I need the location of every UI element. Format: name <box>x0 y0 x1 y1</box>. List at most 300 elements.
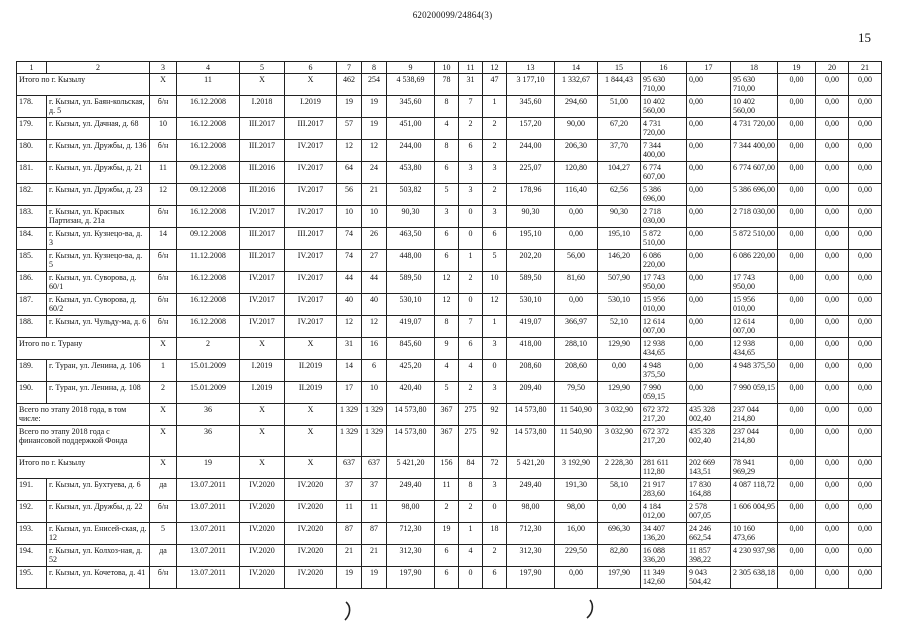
cell-col-12: 2 <box>483 118 507 140</box>
cell-col-11: 6 <box>459 338 483 360</box>
cell-col-6: IV.2020 <box>285 545 337 567</box>
cell-col-3: 12 <box>150 184 177 206</box>
cell-col-13: 345,60 <box>507 96 555 118</box>
cell-col-17: 0,00 <box>687 338 731 360</box>
cell-col-5: IV.2017 <box>240 294 285 316</box>
cell-col-15: 146,20 <box>598 250 641 272</box>
cell-col-5: III.2017 <box>240 118 285 140</box>
cell-col-10: 12 <box>435 272 459 294</box>
cell-col-15: 52,10 <box>598 316 641 338</box>
cell-col-7: 21 <box>337 545 362 567</box>
cell-col-7: 1 329 <box>337 404 362 426</box>
cell-col-8: 19 <box>362 118 387 140</box>
column-number: 10 <box>435 62 459 74</box>
cell-col-13: 197,90 <box>507 567 555 589</box>
cell-col-14: 366,97 <box>555 316 598 338</box>
cell-col-7: 10 <box>337 206 362 228</box>
cell-col-6: X <box>285 404 337 426</box>
table-row <box>17 545 882 567</box>
cell-col-7: 637 <box>337 457 362 479</box>
cell-col-21: 0,00 <box>849 250 882 272</box>
cell-col-7: 462 <box>337 74 362 96</box>
cell-col-18: 95 630 710,00 <box>731 74 778 96</box>
handwritten-mark-icon <box>585 599 597 619</box>
cell-col-15: 104,27 <box>598 162 641 184</box>
table-row <box>17 118 882 140</box>
cell-col-8: 26 <box>362 228 387 250</box>
cell-col-9: 451,00 <box>387 118 435 140</box>
cell-col-21: 0,00 <box>849 523 882 545</box>
cell-col-17: 0,00 <box>687 360 731 382</box>
cell-col-5: X <box>240 426 285 457</box>
cell-col-16: 12 938 434,65 <box>641 338 687 360</box>
cell-col-9: 312,30 <box>387 545 435 567</box>
cell-col-11: 0 <box>459 228 483 250</box>
cell-col-11: 7 <box>459 96 483 118</box>
cell-col-20: 0,00 <box>816 404 849 426</box>
cell-col-20: 0,00 <box>816 250 849 272</box>
row-number: 185. <box>17 250 47 272</box>
cell-col-5: IV.2017 <box>240 206 285 228</box>
cell-col-17: 0,00 <box>687 118 731 140</box>
cell-col-13: 209,40 <box>507 382 555 404</box>
cell-col-5: III.2017 <box>240 250 285 272</box>
cell-col-11: 4 <box>459 360 483 382</box>
cell-col-18: 15 956 010,00 <box>731 294 778 316</box>
address-cell: г. Кызыл, ул. Бухтуева, д. 6 <box>47 479 150 501</box>
cell-col-17: 24 246 662,54 <box>687 523 731 545</box>
cell-col-11: 1 <box>459 250 483 272</box>
cell-col-13: 418,00 <box>507 338 555 360</box>
cell-col-11: 8 <box>459 479 483 501</box>
cell-col-19: 0,00 <box>778 272 816 294</box>
cell-col-19: 0,00 <box>778 523 816 545</box>
column-number: 15 <box>598 62 641 74</box>
cell-col-7: 19 <box>337 96 362 118</box>
cell-col-9: 14 573,80 <box>387 426 435 457</box>
cell-col-18: 4 731 720,00 <box>731 118 778 140</box>
cell-col-17: 435 328 002,40 <box>687 404 731 426</box>
cell-col-6: IV.2017 <box>285 294 337 316</box>
cell-col-14: 11 540,90 <box>555 426 598 457</box>
cell-col-12: 1 <box>483 96 507 118</box>
cell-col-11: 4 <box>459 545 483 567</box>
cell-col-13: 14 573,80 <box>507 426 555 457</box>
cell-col-17: 0,00 <box>687 250 731 272</box>
cell-col-9: 845,60 <box>387 338 435 360</box>
cell-col-21: 0,00 <box>849 118 882 140</box>
cell-col-5: X <box>240 457 285 479</box>
cell-col-16: 4 948 375,50 <box>641 360 687 382</box>
address-cell: г. Кызыл, ул. Дачная, д. 68 <box>47 118 150 140</box>
column-number: 19 <box>778 62 816 74</box>
cell-col-14: 16,00 <box>555 523 598 545</box>
cell-col-21: 0,00 <box>849 567 882 589</box>
column-number: 14 <box>555 62 598 74</box>
cell-col-14: 191,30 <box>555 479 598 501</box>
cell-col-5: IV.2020 <box>240 501 285 523</box>
cell-col-8: 27 <box>362 250 387 272</box>
cell-col-20: 0,00 <box>816 294 849 316</box>
cell-col-11: 2 <box>459 382 483 404</box>
row-number: 194. <box>17 545 47 567</box>
cell-col-13: 202,20 <box>507 250 555 272</box>
cell-col-13: 419,07 <box>507 316 555 338</box>
cell-col-3: да <box>150 545 177 567</box>
cell-col-15: 696,30 <box>598 523 641 545</box>
cell-col-9: 463,50 <box>387 228 435 250</box>
column-number: 21 <box>849 62 882 74</box>
cell-col-9: 90,30 <box>387 206 435 228</box>
address-cell: г. Кызыл, ул. Суворова, д. 60/2 <box>47 294 150 316</box>
cell-col-4: 13.07.2011 <box>177 545 240 567</box>
cell-col-17: 0,00 <box>687 74 731 96</box>
cell-col-15: 58,10 <box>598 479 641 501</box>
cell-col-14: 79,50 <box>555 382 598 404</box>
cell-col-19: 0,00 <box>778 479 816 501</box>
cell-col-12: 3 <box>483 206 507 228</box>
cell-col-8: 87 <box>362 523 387 545</box>
cell-col-12: 47 <box>483 74 507 96</box>
address-cell: г. Кызыл, ул. Кузнецо-ва, д. 3 <box>47 228 150 250</box>
cell-col-6: II.2019 <box>285 360 337 382</box>
cell-col-17: 17 830 164,88 <box>687 479 731 501</box>
cell-col-16: 10 402 560,00 <box>641 96 687 118</box>
address-cell: г. Кызыл, ул. Кузнецо-ва, д. 5 <box>47 250 150 272</box>
cell-col-16: 6 774 607,00 <box>641 162 687 184</box>
cell-col-19: 0,00 <box>778 426 816 457</box>
cell-col-6: III.2017 <box>285 228 337 250</box>
cell-col-19: 0,00 <box>778 545 816 567</box>
cell-col-21: 0,00 <box>849 501 882 523</box>
cell-col-13: 3 177,10 <box>507 74 555 96</box>
row-title: Итого по г. Турану <box>17 338 150 360</box>
row-title: Всего по этапу 2018 года, в том числе: <box>17 404 150 426</box>
cell-col-12: 3 <box>483 338 507 360</box>
cell-col-18: 2 305 638,18 <box>731 567 778 589</box>
row-number: 179. <box>17 118 47 140</box>
cell-col-11: 0 <box>459 567 483 589</box>
cell-col-8: 21 <box>362 545 387 567</box>
address-cell: г. Кызыл, ул. Дружбы, д. 136 <box>47 140 150 162</box>
cell-col-17: 9 043 504,42 <box>687 567 731 589</box>
cell-col-12: 3 <box>483 479 507 501</box>
cell-col-16: 11 349 142,60 <box>641 567 687 589</box>
column-number: 7 <box>337 62 362 74</box>
cell-col-16: 281 611 112,80 <box>641 457 687 479</box>
cell-col-18: 237 044 214,80 <box>731 404 778 426</box>
cell-col-20: 0,00 <box>816 523 849 545</box>
cell-col-9: 5 421,20 <box>387 457 435 479</box>
cell-col-3: б/н <box>150 206 177 228</box>
column-number: 3 <box>150 62 177 74</box>
cell-col-3: 5 <box>150 523 177 545</box>
cell-col-16: 5 872 510,00 <box>641 228 687 250</box>
cell-col-4: 15.01.2009 <box>177 382 240 404</box>
cell-col-12: 6 <box>483 567 507 589</box>
cell-col-13: 98,00 <box>507 501 555 523</box>
cell-col-12: 12 <box>483 294 507 316</box>
cell-col-7: 11 <box>337 501 362 523</box>
row-title: Итого по г. Кызылу <box>17 457 150 479</box>
cell-col-21: 0,00 <box>849 338 882 360</box>
cell-col-13: 157,20 <box>507 118 555 140</box>
column-number: 12 <box>483 62 507 74</box>
cell-col-10: 8 <box>435 316 459 338</box>
cell-col-10: 78 <box>435 74 459 96</box>
cell-col-15: 530,10 <box>598 294 641 316</box>
cell-col-13: 195,10 <box>507 228 555 250</box>
cell-col-3: X <box>150 74 177 96</box>
housing-program-table <box>16 61 882 589</box>
address-cell: г. Кызыл, ул. Кочетова, д. 41 <box>47 567 150 589</box>
cell-col-4: 11 <box>177 74 240 96</box>
cell-col-17: 0,00 <box>687 294 731 316</box>
cell-col-18: 10 402 560,00 <box>731 96 778 118</box>
cell-col-5: IV.2017 <box>240 272 285 294</box>
cell-col-19: 0,00 <box>778 360 816 382</box>
cell-col-16: 17 743 950,00 <box>641 272 687 294</box>
cell-col-3: 11 <box>150 162 177 184</box>
cell-col-12: 6 <box>483 228 507 250</box>
cell-col-17: 0,00 <box>687 206 731 228</box>
column-number: 5 <box>240 62 285 74</box>
cell-col-16: 16 088 336,20 <box>641 545 687 567</box>
cell-col-9: 197,90 <box>387 567 435 589</box>
cell-col-6: I.2019 <box>285 96 337 118</box>
cell-col-6: X <box>285 338 337 360</box>
row-number: 189. <box>17 360 47 382</box>
cell-col-20: 0,00 <box>816 501 849 523</box>
address-cell: г. Кызыл, ул. Дружбы, д. 21 <box>47 162 150 184</box>
cell-col-10: 5 <box>435 184 459 206</box>
cell-col-6: IV.2017 <box>285 272 337 294</box>
address-cell: г. Кызыл, ул. Красных Партизан, д. 21а <box>47 206 150 228</box>
cell-col-21: 0,00 <box>849 294 882 316</box>
row-number: 186. <box>17 272 47 294</box>
column-number: 18 <box>731 62 778 74</box>
cell-col-20: 0,00 <box>816 360 849 382</box>
address-cell: г. Кызыл, ул. Енисей-ская, д. 12 <box>47 523 150 545</box>
cell-col-18: 5 386 696,00 <box>731 184 778 206</box>
row-number: 178. <box>17 96 47 118</box>
table-row <box>17 162 882 184</box>
cell-col-3: X <box>150 457 177 479</box>
cell-col-10: 4 <box>435 360 459 382</box>
cell-col-21: 0,00 <box>849 545 882 567</box>
cell-col-18: 5 872 510,00 <box>731 228 778 250</box>
cell-col-3: б/н <box>150 272 177 294</box>
cell-col-17: 0,00 <box>687 382 731 404</box>
column-number: 16 <box>641 62 687 74</box>
page-number: 15 <box>858 30 871 45</box>
cell-col-20: 0,00 <box>816 426 849 457</box>
cell-col-5: I.2019 <box>240 360 285 382</box>
cell-col-6: IV.2020 <box>285 567 337 589</box>
cell-col-4: 09.12.2008 <box>177 228 240 250</box>
cell-col-19: 0,00 <box>778 162 816 184</box>
subtotal-row <box>17 426 882 457</box>
table-row <box>17 382 882 404</box>
cell-col-6: IV.2017 <box>285 184 337 206</box>
cell-col-20: 0,00 <box>816 74 849 96</box>
cell-col-3: X <box>150 338 177 360</box>
cell-col-10: 9 <box>435 338 459 360</box>
cell-col-20: 0,00 <box>816 338 849 360</box>
cell-col-11: 2 <box>459 272 483 294</box>
cell-col-8: 6 <box>362 360 387 382</box>
cell-col-6: IV.2020 <box>285 479 337 501</box>
cell-col-17: 435 328 002,40 <box>687 426 731 457</box>
cell-col-18: 4 087 118,72 <box>731 479 778 501</box>
cell-col-7: 31 <box>337 338 362 360</box>
cell-col-14: 206,30 <box>555 140 598 162</box>
cell-col-15: 129,90 <box>598 338 641 360</box>
cell-col-19: 0,00 <box>778 184 816 206</box>
cell-col-11: 2 <box>459 501 483 523</box>
cell-col-4: 13.07.2011 <box>177 501 240 523</box>
cell-col-16: 4 184 012,00 <box>641 501 687 523</box>
document-id: 620200099/24864(3) <box>412 10 493 20</box>
cell-col-17: 0,00 <box>687 162 731 184</box>
cell-col-20: 0,00 <box>816 545 849 567</box>
cell-col-15: 1 844,43 <box>598 74 641 96</box>
cell-col-8: 21 <box>362 184 387 206</box>
cell-col-21: 0,00 <box>849 74 882 96</box>
column-number: 13 <box>507 62 555 74</box>
cell-col-16: 5 386 696,00 <box>641 184 687 206</box>
cell-col-10: 6 <box>435 545 459 567</box>
cell-col-13: 178,96 <box>507 184 555 206</box>
cell-col-4: 16.12.2008 <box>177 272 240 294</box>
cell-col-17: 0,00 <box>687 184 731 206</box>
cell-col-8: 19 <box>362 567 387 589</box>
cell-col-15: 82,80 <box>598 545 641 567</box>
column-number-row <box>17 62 882 74</box>
cell-col-4: 16.12.2008 <box>177 294 240 316</box>
cell-col-7: 74 <box>337 250 362 272</box>
cell-col-16: 672 372 217,20 <box>641 426 687 457</box>
cell-col-18: 7 990 059,15 <box>731 382 778 404</box>
cell-col-12: 2 <box>483 140 507 162</box>
row-number: 192. <box>17 501 47 523</box>
cell-col-8: 24 <box>362 162 387 184</box>
cell-col-6: IV.2020 <box>285 501 337 523</box>
cell-col-12: 3 <box>483 162 507 184</box>
cell-col-10: 12 <box>435 294 459 316</box>
cell-col-13: 208,60 <box>507 360 555 382</box>
cell-col-7: 87 <box>337 523 362 545</box>
cell-col-4: 16.12.2008 <box>177 140 240 162</box>
cell-col-6: X <box>285 457 337 479</box>
cell-col-16: 4 731 720,00 <box>641 118 687 140</box>
cell-col-9: 4 538,69 <box>387 74 435 96</box>
cell-col-18: 7 344 400,00 <box>731 140 778 162</box>
cell-col-4: 13.07.2011 <box>177 567 240 589</box>
cell-col-5: IV.2020 <box>240 545 285 567</box>
cell-col-13: 5 421,20 <box>507 457 555 479</box>
cell-col-3: 2 <box>150 382 177 404</box>
cell-col-6: II.2019 <box>285 382 337 404</box>
cell-col-9: 345,60 <box>387 96 435 118</box>
cell-col-17: 2 578 007,05 <box>687 501 731 523</box>
cell-col-19: 0,00 <box>778 250 816 272</box>
cell-col-5: III.2017 <box>240 140 285 162</box>
cell-col-20: 0,00 <box>816 479 849 501</box>
cell-col-5: IV.2020 <box>240 523 285 545</box>
cell-col-18: 237 044 214,80 <box>731 426 778 457</box>
cell-col-7: 17 <box>337 382 362 404</box>
cell-col-20: 0,00 <box>816 118 849 140</box>
cell-col-16: 12 614 007,00 <box>641 316 687 338</box>
cell-col-15: 37,70 <box>598 140 641 162</box>
cell-col-17: 202 669 143,51 <box>687 457 731 479</box>
row-number: 181. <box>17 162 47 184</box>
cell-col-5: X <box>240 74 285 96</box>
cell-col-10: 156 <box>435 457 459 479</box>
cell-col-7: 19 <box>337 567 362 589</box>
cell-col-21: 0,00 <box>849 479 882 501</box>
cell-col-4: 09.12.2008 <box>177 162 240 184</box>
address-cell: г. Кызыл, ул. Дружбы, д. 22 <box>47 501 150 523</box>
column-number: 2 <box>47 62 150 74</box>
cell-col-20: 0,00 <box>816 567 849 589</box>
cell-col-10: 5 <box>435 382 459 404</box>
table-row <box>17 316 882 338</box>
cell-col-20: 0,00 <box>816 228 849 250</box>
cell-col-17: 0,00 <box>687 228 731 250</box>
cell-col-5: IV.2020 <box>240 567 285 589</box>
cell-col-10: 367 <box>435 426 459 457</box>
cell-col-13: 249,40 <box>507 479 555 501</box>
cell-col-12: 1 <box>483 316 507 338</box>
cell-col-10: 4 <box>435 118 459 140</box>
cell-col-13: 225,07 <box>507 162 555 184</box>
cell-col-20: 0,00 <box>816 162 849 184</box>
cell-col-10: 8 <box>435 96 459 118</box>
cell-col-4: 36 <box>177 404 240 426</box>
cell-col-4: 19 <box>177 457 240 479</box>
cell-col-16: 7 990 059,15 <box>641 382 687 404</box>
cell-col-15: 3 032,90 <box>598 426 641 457</box>
cell-col-19: 0,00 <box>778 294 816 316</box>
cell-col-6: X <box>285 74 337 96</box>
cell-col-14: 0,00 <box>555 294 598 316</box>
cell-col-5: III.2017 <box>240 228 285 250</box>
table-row <box>17 567 882 589</box>
cell-col-19: 0,00 <box>778 118 816 140</box>
cell-col-7: 74 <box>337 228 362 250</box>
cell-col-13: 712,30 <box>507 523 555 545</box>
cell-col-21: 0,00 <box>849 228 882 250</box>
cell-col-10: 3 <box>435 206 459 228</box>
cell-col-19: 0,00 <box>778 316 816 338</box>
cell-col-16: 672 372 217,20 <box>641 404 687 426</box>
cell-col-8: 44 <box>362 272 387 294</box>
cell-col-4: 36 <box>177 426 240 457</box>
table-row <box>17 360 882 382</box>
cell-col-19: 0,00 <box>778 457 816 479</box>
cell-col-9: 249,40 <box>387 479 435 501</box>
cell-col-18: 12 614 007,00 <box>731 316 778 338</box>
cell-col-14: 56,00 <box>555 250 598 272</box>
cell-col-9: 589,50 <box>387 272 435 294</box>
cell-col-18: 6 086 220,00 <box>731 250 778 272</box>
cell-col-12: 72 <box>483 457 507 479</box>
table-body <box>17 62 882 589</box>
cell-col-17: 0,00 <box>687 272 731 294</box>
cell-col-9: 530,10 <box>387 294 435 316</box>
